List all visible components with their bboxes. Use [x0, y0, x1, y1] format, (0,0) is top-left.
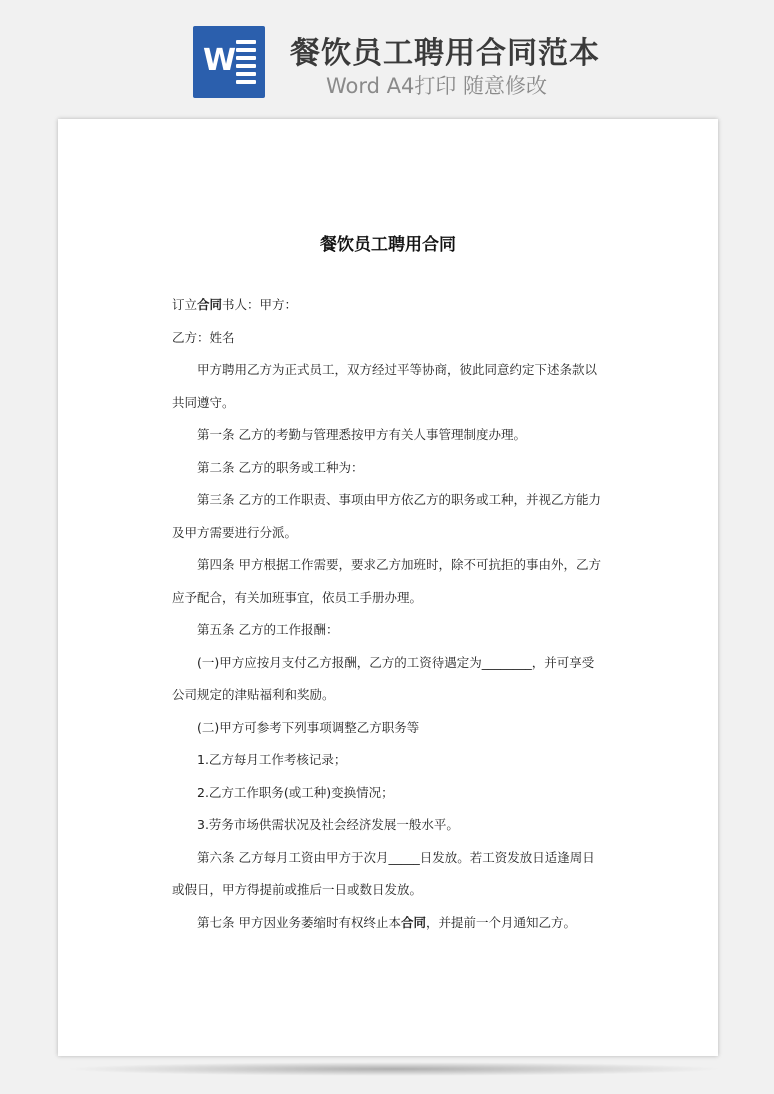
page-title: 餐饮员工聘用合同范本 [290, 36, 600, 71]
page-subtitle: Word A4打印 随意修改 [326, 74, 548, 98]
article-5: 第五条 乙方的工作报酬： [197, 622, 339, 637]
party-b-line: 乙方：姓名 [172, 329, 235, 345]
word-icon-lines [236, 40, 256, 88]
paragraph: 甲方聘用乙方为正式员工，双方经过平等协商，彼此同意约定下述条款以共同遵守。 [172, 362, 598, 410]
list-item: 2.乙方工作职务(或工种)变换情况； [197, 784, 394, 800]
word-icon-letter: W [203, 43, 237, 78]
document-title: 餐饮员工聘用合同 [320, 235, 456, 255]
list-item: 1.乙方每月工作考核记录； [197, 752, 347, 767]
article-7: 第七条 甲方因业务萎缩时有权终止本合同，并提前一个月通知乙方。 [197, 914, 577, 930]
list-item: 3.劳务市场供需状况及社会经济发展一般水平。 [197, 817, 459, 832]
word-icon [193, 26, 265, 98]
article-2: 第二条 乙方的职务或工种为： [197, 459, 364, 475]
page-shadow [64, 1062, 724, 1076]
clause-2: (二)甲方可参考下列事项调整乙方职务等 [197, 719, 420, 735]
signatory-line: 订立合同书人：甲方： [172, 297, 298, 312]
document-body [172, 289, 604, 939]
article-3: 第三条 乙方的工作职责、事项由甲方依乙方的职务或工种，并视乙方能力及甲方需要进行分派。 [172, 492, 601, 540]
document-page [58, 119, 718, 1056]
article-1: 第一条 乙方的考勤与管理悉按甲方有关人事管理制度办理。 [197, 427, 526, 442]
article-4: 第四条 甲方根据工作需要，要求乙方加班时，除不可抗拒的事由外，乙方应予配合，有关加班事宜，依员工手册办理。 [172, 557, 601, 605]
clause-1: (一)甲方应按月支付乙方报酬，乙方的工资待遇定为________，并可享受公司规定的津贴福利和奖励。 [172, 654, 595, 702]
header [0, 0, 774, 110]
article-6: 第六条 乙方每月工资由甲方于次月_____日发放。若工资发放日适逢周日或假日，甲方得提前或推后一日或数日发放。 [172, 849, 595, 897]
